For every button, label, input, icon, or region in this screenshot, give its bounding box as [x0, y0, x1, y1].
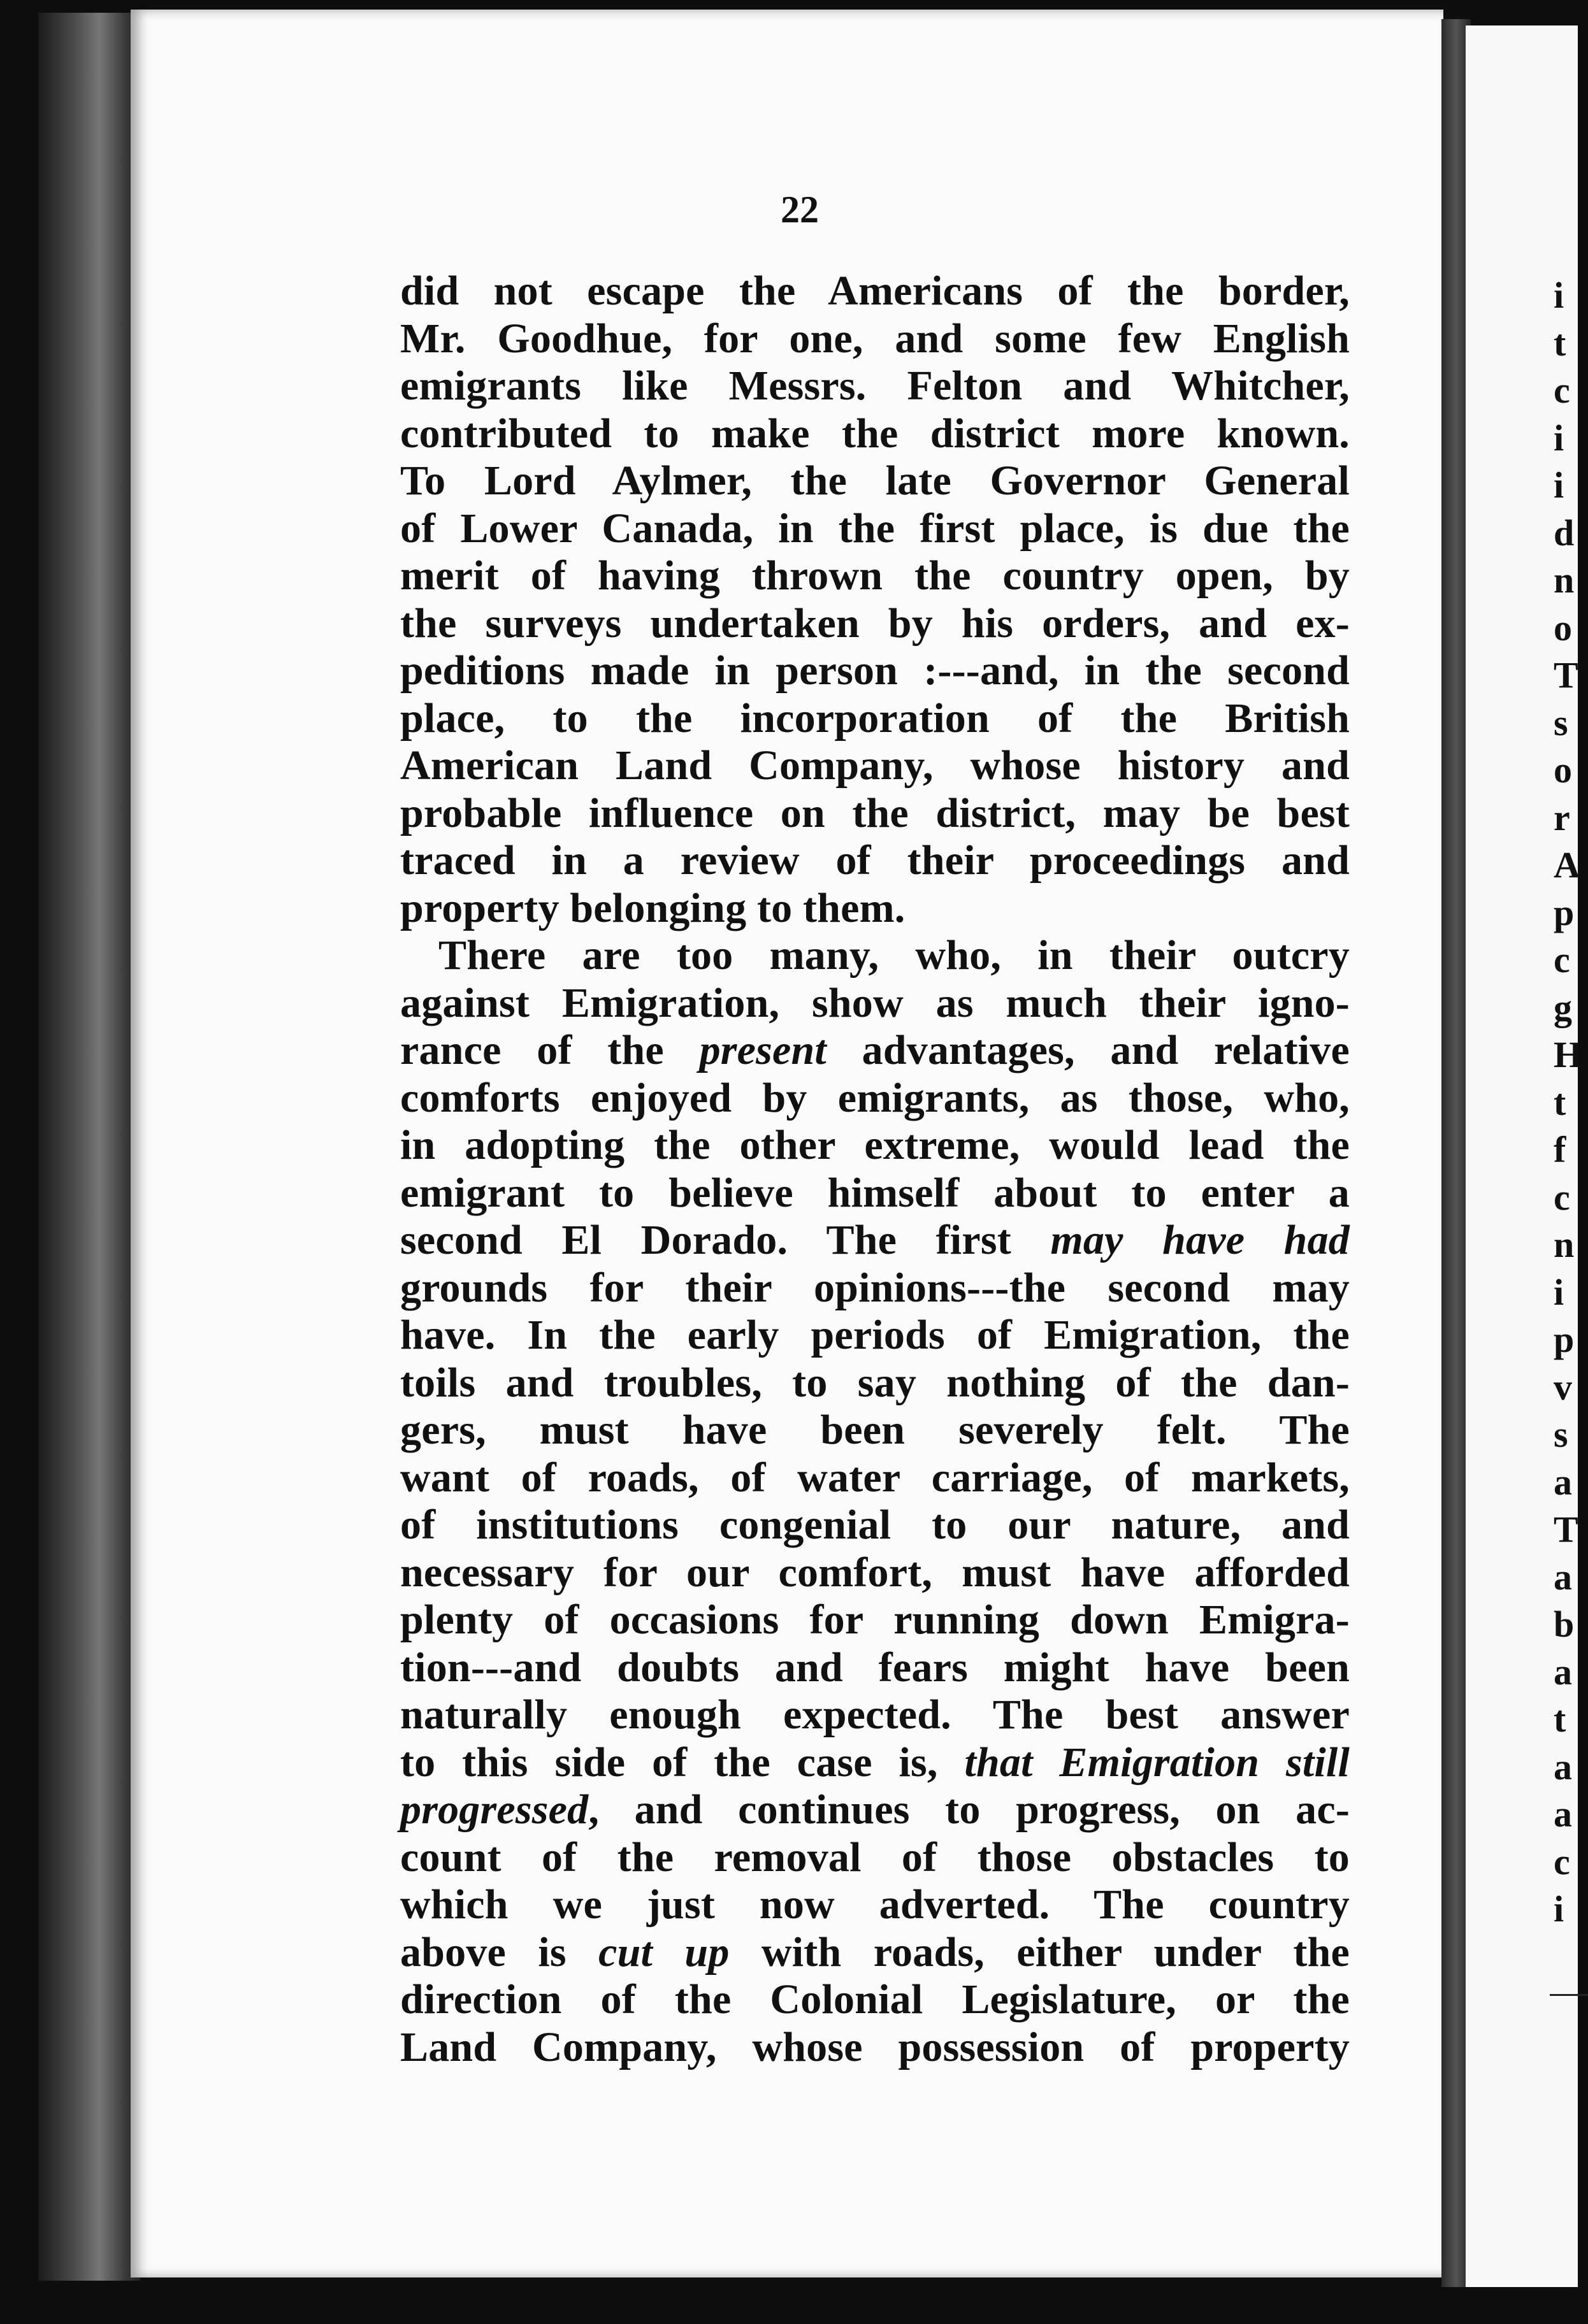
text-line — [400, 1929, 1350, 1977]
text-line: the surveys undertaken by his orders, and ex- — [400, 599, 1350, 647]
facing-page-letter: c — [1554, 939, 1570, 980]
facing-page-letter: c — [1554, 1840, 1570, 1883]
text-line: emigrant to believe himself about to enter a — [400, 1169, 1350, 1216]
book-binding — [38, 13, 140, 2281]
facing-page-letter: T — [1554, 654, 1578, 696]
facing-page-letter: p — [1554, 1319, 1575, 1360]
facing-page-rule — [1550, 1994, 1588, 1996]
text-run: above is — [400, 1928, 599, 1976]
italic-run: that Emigration still — [964, 1739, 1350, 1786]
text-line: in adopting the other extreme, would lead the — [400, 1122, 1350, 1168]
facing-page-letter: a — [1554, 1556, 1572, 1598]
facing-page-letter: o — [1554, 749, 1572, 791]
facing-page-letter: o — [1554, 606, 1572, 649]
text-line: did not escape the Americans of the border, — [400, 268, 1350, 314]
facing-page-letter: d — [1554, 512, 1575, 554]
facing-page-letter: f — [1554, 1129, 1566, 1170]
text-line: which we just now adverted. The country — [400, 1881, 1350, 1928]
facing-page-letter: i — [1554, 417, 1564, 459]
facing-page-letter: s — [1554, 1414, 1568, 1455]
facing-page-letter: a — [1554, 1651, 1572, 1693]
facing-page-letter: T — [1554, 1509, 1578, 1550]
facing-page-letter: a — [1554, 1746, 1572, 1788]
facing-page-fragment — [1466, 25, 1583, 2287]
facing-page-letter: c — [1554, 369, 1570, 411]
text-line: contributed to make the district more known. — [400, 410, 1350, 457]
facing-page-letter: n — [1554, 1224, 1575, 1265]
facing-page-letter: a — [1554, 1793, 1572, 1835]
facing-page-letter: a — [1554, 1461, 1572, 1503]
facing-page-letter: n — [1554, 559, 1575, 601]
facing-page-letter: i — [1554, 1271, 1564, 1313]
text-line: naturally enough expected. The best answer — [400, 1691, 1350, 1738]
text-line: There are too many, who, in their outcry — [438, 932, 1350, 979]
text-line: merit of having thrown the country open, by — [400, 552, 1350, 599]
text-line: necessary for our comfort, must have afforded — [400, 1549, 1350, 1596]
italic-run: may have had — [1050, 1217, 1350, 1263]
text-line: traced in a review of their proceedings and — [400, 837, 1350, 884]
text-line: probable influence on the district, may be best — [400, 789, 1350, 836]
facing-page-letter: b — [1554, 1603, 1575, 1645]
text-line: property belonging to them. — [400, 884, 906, 931]
text-run: rance of the — [400, 1027, 700, 1073]
text-line: Mr. Goodhue, for one, and some few English — [400, 315, 1350, 362]
facing-page-letter: i — [1554, 464, 1564, 506]
facing-page-letter: c — [1554, 1176, 1570, 1218]
facing-page-letter: s — [1554, 701, 1568, 743]
text-line: toils and troubles, to say nothing of the dan- — [400, 1359, 1350, 1406]
text-line: want of roads, of water carriage, of markets, — [400, 1454, 1350, 1501]
text-line: plenty of occasions for running down Emigra- — [400, 1596, 1350, 1643]
facing-page-letter: A — [1554, 844, 1580, 886]
text-line: To Lord Aylmer, the late Governor General — [400, 457, 1350, 504]
facing-page-letter: i — [1554, 1888, 1564, 1930]
text-run: , and continues to progress, on ac- — [588, 1786, 1350, 1833]
text-line: American Land Company, whose history and — [400, 742, 1350, 789]
italic-run: cut up — [598, 1928, 730, 1976]
text-line: comforts enjoyed by emigrants, as those, who, — [400, 1074, 1350, 1121]
text-run: to this side of the case is, — [400, 1739, 965, 1786]
text-line: place, to the incorporation of the British — [400, 694, 1350, 742]
text-line: Land Company, whose possession of property — [400, 2023, 1350, 2070]
italic-run: present — [699, 1027, 826, 1073]
text-run: second El Dorado. The first — [400, 1217, 1051, 1263]
facing-page-letter: v — [1554, 1366, 1572, 1408]
text-line: peditions made in person :---and, in the second — [400, 647, 1350, 694]
facing-page-letter: t — [1554, 1081, 1566, 1123]
text-line: of institutions congenial to our nature, and — [400, 1502, 1350, 1548]
facing-page-letter: t — [1554, 322, 1566, 364]
body-text — [400, 268, 1350, 2071]
text-line: of Lower Canada, in the first place, is due the — [400, 505, 1350, 552]
facing-page-letter: r — [1554, 796, 1570, 838]
text-line — [400, 1739, 1350, 1787]
text-line: against Emigration, show as much their igno- — [400, 979, 1350, 1026]
facing-page-letter: H — [1554, 1034, 1583, 1075]
page-number: 22 — [781, 189, 819, 231]
text-line — [400, 1786, 1350, 1834]
text-line: gers, must have been severely felt. The — [400, 1407, 1350, 1453]
text-line: direction of the Colonial Legislature, or the — [400, 1976, 1350, 2023]
text-line — [400, 1027, 1350, 1075]
facing-page-letter: g — [1554, 986, 1572, 1028]
text-run: with roads, either under the — [729, 1928, 1350, 1976]
text-line: grounds for their opinions---the second may — [400, 1264, 1350, 1311]
text-line — [400, 1217, 1350, 1265]
text-line: count of the removal of those obstacles to — [400, 1833, 1350, 1881]
text-line: have. In the early periods of Emigration, the — [400, 1312, 1350, 1358]
text-run: advantages, and relative — [826, 1027, 1350, 1073]
facing-page-letter: t — [1554, 1698, 1566, 1740]
text-line: tion---and doubts and fears might have been — [400, 1644, 1350, 1691]
italic-run: progressed — [400, 1786, 589, 1833]
facing-page-letter: i — [1554, 275, 1564, 316]
facing-page-letter: p — [1554, 891, 1575, 933]
text-line: emigrants like Messrs. Felton and Whitcher, — [400, 362, 1350, 409]
